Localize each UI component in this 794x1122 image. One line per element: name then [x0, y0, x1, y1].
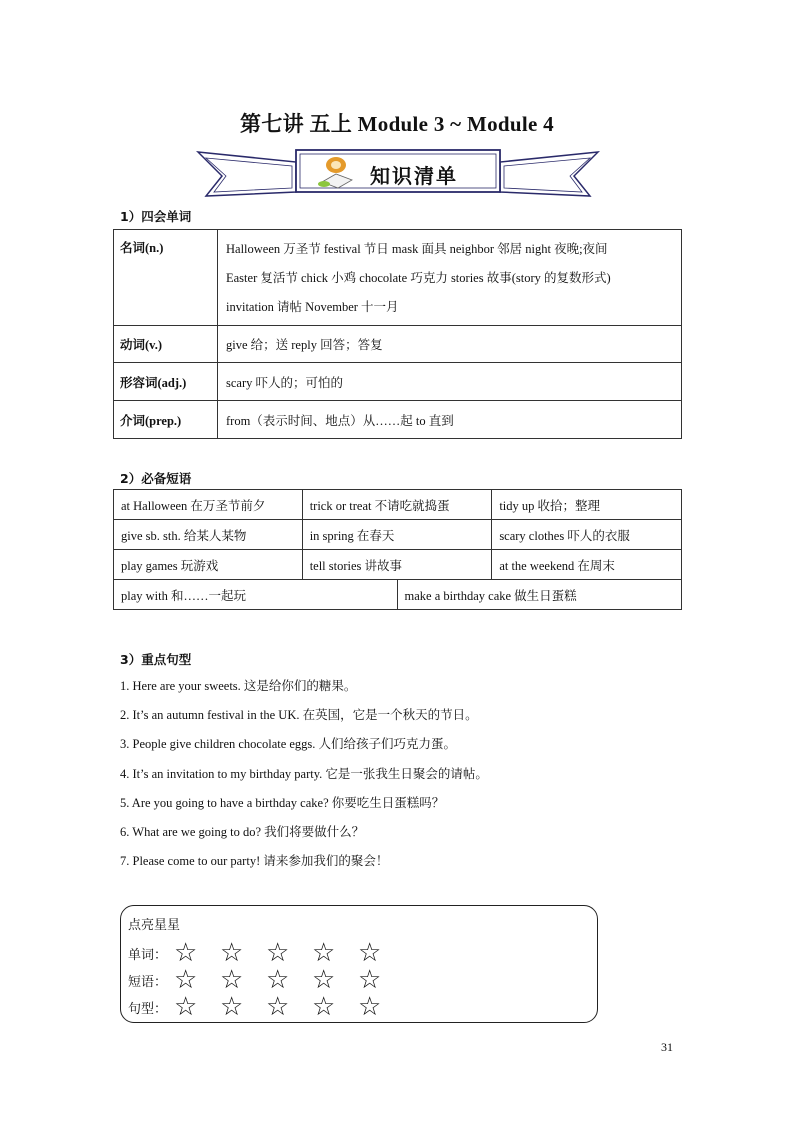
- list-item: 4. It’s an invitation to my birthday party. 它是一张我生日聚会的请帖。: [120, 766, 488, 781]
- star-rating-box: [120, 905, 598, 1023]
- star-icon[interactable]: ☆: [174, 938, 198, 968]
- star-icon[interactable]: ☆: [220, 992, 244, 1022]
- star-row-label: 句型：: [128, 1001, 168, 1017]
- vocab-heading: 1）四会单词: [120, 209, 192, 224]
- star-row-phrases: [128, 966, 404, 994]
- banner-title: 知识清单: [370, 164, 458, 188]
- star-row-label: 短语：: [128, 974, 168, 990]
- table-row: [114, 580, 682, 610]
- phrase-cell: play games 玩游戏: [114, 550, 303, 580]
- phrase-cell: in spring 在春天: [302, 520, 492, 550]
- vocab-content: scary 吓人的；可怕的: [218, 363, 682, 401]
- phrase-cell: play with 和……一起玩: [114, 580, 398, 610]
- table-row: [114, 326, 682, 363]
- sentences-heading: 3）重点句型: [120, 652, 192, 667]
- star-icon[interactable]: ☆: [220, 965, 244, 995]
- phrase-cell: give sb. sth. 给某人某物: [114, 520, 303, 550]
- phrase-cell: make a birthday cake 做生日蛋糕: [397, 580, 682, 610]
- phrase-cell: tell stories 讲故事: [302, 550, 492, 580]
- star-icon[interactable]: ☆: [358, 938, 382, 968]
- star-icon[interactable]: ☆: [174, 965, 198, 995]
- table-row: [114, 550, 682, 580]
- vocab-label: 形容词(adj.): [114, 363, 218, 401]
- table-row: [114, 520, 682, 550]
- star-box-title: 点亮星星: [128, 918, 181, 933]
- list-item: 1. Here are your sweets. 这是给你们的糖果。: [120, 679, 357, 693]
- phrases-heading: 2）必备短语: [120, 471, 192, 486]
- star-icon[interactable]: ☆: [174, 992, 198, 1022]
- star-icon[interactable]: ☆: [266, 965, 290, 995]
- list-item: 2. It’s an autumn festival in the UK. 在英国，它是一个秋天的节日。: [120, 708, 478, 723]
- page-number: 31: [661, 1040, 673, 1054]
- list-item: 3. People give children chocolate eggs. 人们给孩子们巧克力蛋。: [120, 737, 457, 752]
- star-icon[interactable]: ☆: [266, 938, 290, 968]
- star-icon[interactable]: ☆: [312, 938, 336, 968]
- star-row-sentences: [128, 993, 404, 1021]
- phrase-cell: tidy up 收拾；整理: [492, 490, 682, 520]
- list-item: 5. Are you going to have a birthday cake? 你要吃生日蛋糕吗？: [120, 795, 445, 810]
- star-row-words: [128, 939, 404, 967]
- vocab-table: [113, 229, 682, 439]
- star-icon[interactable]: ☆: [358, 965, 382, 995]
- page-title: 第七讲 五上 Module 3 ~ Module 4: [240, 112, 554, 136]
- vocab-content: [218, 230, 682, 326]
- table-row: [114, 490, 682, 520]
- star-icon[interactable]: ☆: [358, 992, 382, 1022]
- vocab-line: Easter 复活节 chick 小鸡 chocolate 巧克力 stories 故事(story 的复数形式): [226, 271, 611, 285]
- phrase-table: [113, 489, 682, 610]
- vocab-content: from（表示时间、地点）从……起 to 直到: [218, 401, 682, 439]
- sentence-list: [120, 672, 488, 876]
- phrase-cell: at Halloween 在万圣节前夕: [114, 490, 303, 520]
- star-row-label: 单词：: [128, 947, 168, 963]
- vocab-label: 介词(prep.): [114, 401, 218, 439]
- table-row: [114, 230, 682, 326]
- list-item: 6. What are we going to do? 我们将要做什么？: [120, 824, 365, 839]
- vocab-label: 名词(n.): [114, 230, 218, 326]
- star-icon[interactable]: ☆: [312, 992, 336, 1022]
- star-icon[interactable]: ☆: [312, 965, 336, 995]
- phrase-cell: scary clothes 吓人的衣服: [492, 520, 682, 550]
- star-icon[interactable]: ☆: [266, 992, 290, 1022]
- star-icon[interactable]: ☆: [220, 938, 244, 968]
- vocab-line: Halloween 万圣节 festival 节日 mask 面具 neighbor 邻居 night 夜晚;夜间: [226, 242, 608, 256]
- vocab-content: give 给；送 reply 回答；答复: [218, 326, 682, 363]
- list-item: 7. Please come to our party! 请来参加我们的聚会！: [120, 854, 389, 869]
- phrase-cell: at the weekend 在周末: [492, 550, 682, 580]
- table-row: [114, 401, 682, 439]
- phrase-cell: trick or treat 不请吃就捣蛋: [302, 490, 492, 520]
- vocab-line: invitation 请帖 November 十一月: [226, 300, 399, 314]
- vocab-label: 动词(v.): [114, 326, 218, 363]
- table-row: [114, 363, 682, 401]
